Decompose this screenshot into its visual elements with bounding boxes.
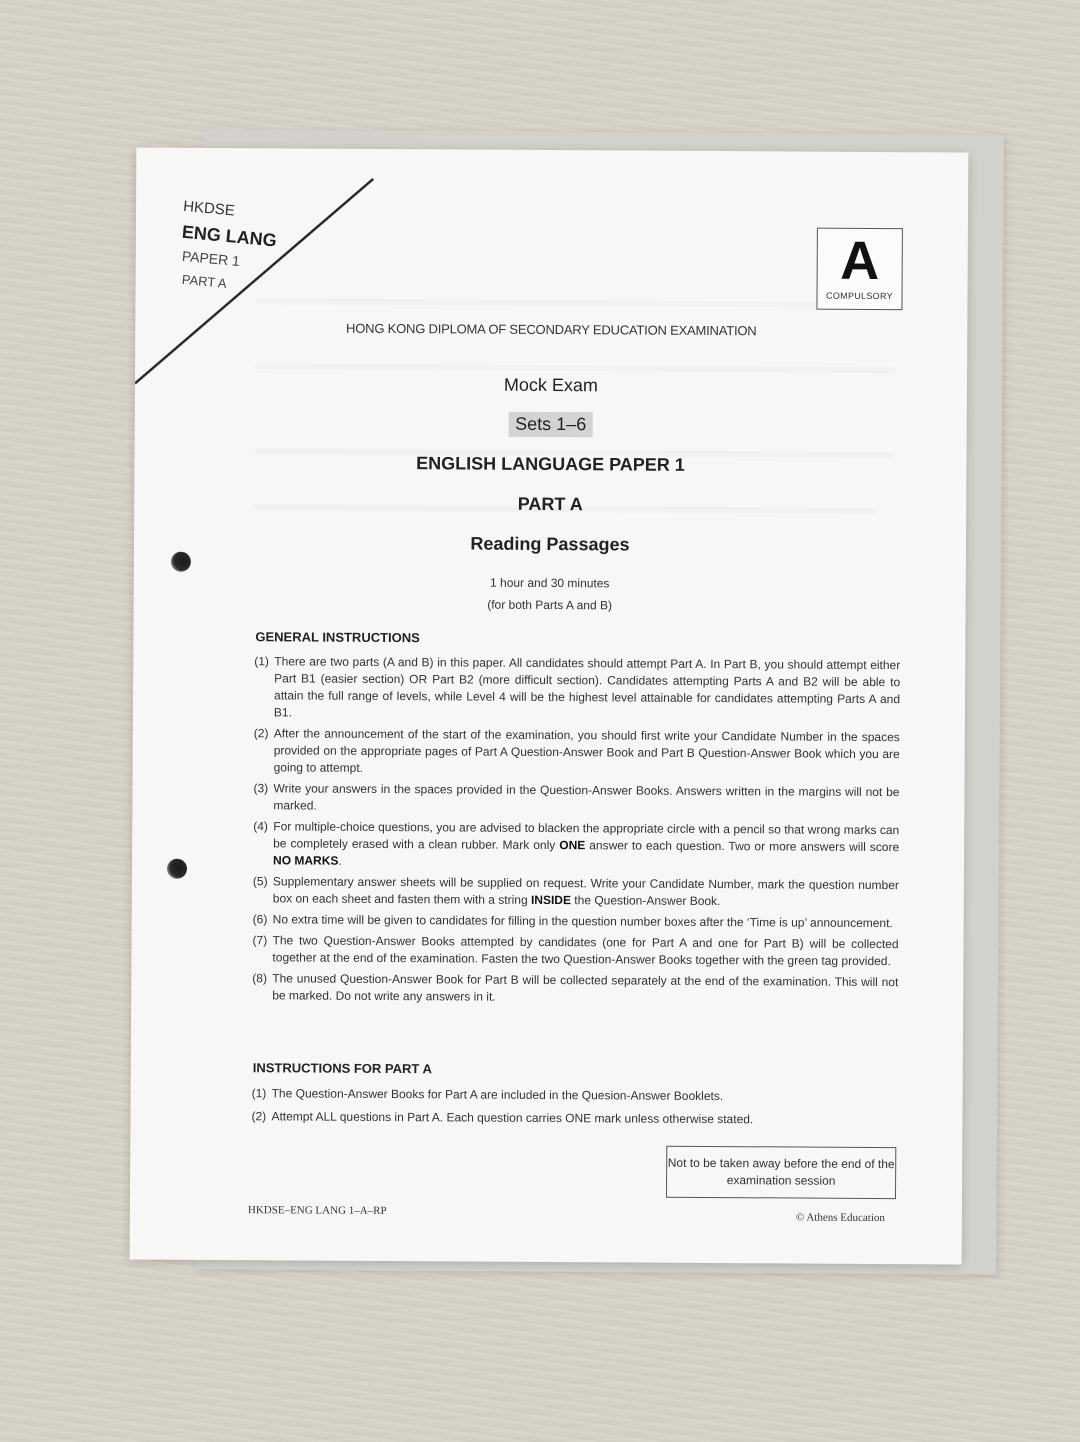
corner-diagonal-line [135,147,396,389]
item-text-part: . [338,853,342,868]
item-emphasis: INSIDE [530,892,572,908]
item-number: (7) [252,933,268,948]
duration: 1 hour and 30 minutes [489,575,610,591]
item-number: (5) [252,874,268,889]
part-title: PART A [517,493,583,515]
sets-label: Sets 1–6 [509,412,592,438]
exam-cover-page [130,147,969,1264]
item-number: (3) [253,781,269,796]
mock-exam-title: Mock Exam [503,374,599,396]
binder-hole-icon [171,552,191,572]
item-text: After the announcement of the start of the examination, you should first write your Candidate Number in the spaces provided on the appropriate pages of Part A Question-Answer Book and Part B Question-Answer Book which you are going to attempt. [273,726,900,775]
item-text: The Question-Answer Books for Part A are included in the Quesion-Answer Booklets. [271,1086,724,1104]
item-number: (2) [251,1109,267,1124]
item-number: (4) [253,819,268,834]
general-instructions-heading: GENERAL INSTRUCTIONS [255,629,420,646]
corner-hkdse: HKDSE [182,197,236,220]
list-item [252,970,898,1008]
duration-note: (for both Parts A and B) [487,597,613,613]
binder-hole-icon [167,859,187,879]
item-text-part: For multiple-choice questions, you are advised to blacken the appropriate circle with a pencil so that wrong marks can be completely erased with a clean rubber. Mark only [273,819,900,853]
corner-eng-lang: ENG LANG [181,221,278,251]
notice-box: Not to be taken away before the end of the examination session [666,1146,896,1199]
paper-title: ENGLISH LANGUAGE PAPER 1 [416,453,685,475]
corner-paper: PAPER 1 [181,247,241,270]
list-item [252,1085,898,1106]
part-a-instructions-heading: INSTRUCTIONS FOR PART A [252,1060,432,1077]
item-text: There are two parts (A and B) in this paper. All candidates should attempt Part A. In Part B, you should attempt either Part B1 (easier section) OR Part B2 (more difficult section). Candidates attempting Parts A and B2 will be able to attain the full range of levels, while Level 4 will be the highest level attainable for candidates attempting Parts A and B1. [273,654,901,720]
item-emphasis: NO MARKS [273,853,339,868]
footer-code: HKDSE–ENG LANG 1–A–RP [247,1204,387,1218]
item-text: No extra time will be given to candidates for filling in the question number boxes after the ‘Time is up’ announcement. [272,912,893,931]
badge-label: COMPULSORY [826,290,893,302]
list-item [252,932,898,970]
general-instructions-list [252,653,900,1012]
sets-container [135,409,967,439]
subtitle: Reading Passages [470,533,630,555]
item-text-part: the Question-Answer Book. [570,893,721,909]
list-item [253,911,899,932]
item-text: Write your answers in the spaces provided in the Question-Answer Books. Answers written in the margins will not be marked. [273,781,900,813]
exam-body-title: HONG KONG DIPLOMA OF SECONDARY EDUCATION EXAMINATION [346,320,757,339]
badge-letter: A [840,230,880,292]
corner-part: PART A [181,271,228,291]
duration-block [134,569,966,618]
item-number: (1) [254,654,269,669]
part-a-instructions-list [251,1085,897,1135]
item-text: The two Question-Answer Books attempted by candidates (one for Part A and one for Part B) will be collected together at the end of the examination. Fasten the two Question-Answer Books together with the green tag provided. [272,933,899,969]
item-text-part: answer to each question. Two or more answers will score [585,838,900,855]
item-text-part: Supplementary answer sheets will be supplied on request. Write your Candidate Number, mark the question number box on each sheet and fasten them with a string [272,874,899,907]
compulsory-badge [816,228,902,311]
item-emphasis: ONE [559,838,586,853]
item-number: (2) [253,726,269,741]
list-item [254,725,900,780]
item-number: (1) [251,1086,267,1101]
list-item [254,653,900,725]
list-item [253,873,899,911]
footer-publisher: © Athens Education [795,1211,885,1225]
item-number: (8) [252,971,268,986]
list-item [251,1108,897,1129]
list-item [253,780,899,818]
item-number: (6) [252,912,268,927]
item-text: Attempt ALL questions in Part A. Each question carries ONE mark unless otherwise stated. [271,1109,754,1127]
list-item [253,818,899,873]
item-text: The unused Question-Answer Book for Part B will be collected separately at the end of the examination. This will not be marked. Do not write any answers in it. [272,971,899,1004]
